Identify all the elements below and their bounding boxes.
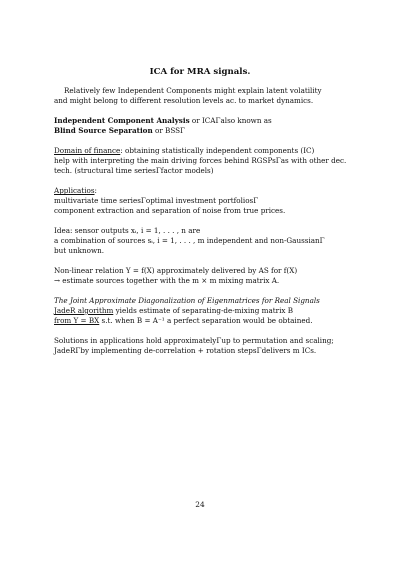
- jade-line-1: The Joint Approximate Diagonalization of Eigenmatrices for Real Signals: [54, 296, 320, 305]
- bss-term-rest: or BSSΓ: [152, 126, 186, 135]
- idea-line-2: a combination of sources sᵢ, i = 1, . . . , m independent and non-GaussianΓ: [54, 236, 325, 245]
- jade-line-3: [54, 316, 313, 325]
- bss-term: Blind Source Separation: [54, 126, 153, 135]
- intro-line-2: and might belong to different resolution levels ac. to market dynamics.: [54, 96, 314, 105]
- page-number: 24: [195, 500, 205, 509]
- jade-line-2: [54, 306, 293, 315]
- finance-line-3: tech. (structural time seriesΓfactor models): [54, 166, 214, 175]
- finance-line-2: help with interpreting the main driving forces behind RGSPsΓas with other dec.: [54, 156, 347, 165]
- applicatios-colon: :: [94, 186, 97, 195]
- applicatios-heading: [54, 186, 97, 195]
- applicatios-label: Applicatios: [54, 186, 95, 195]
- ica-term: Independent Component Analysis: [54, 116, 190, 125]
- applicatios-line-2: component extraction and separation of noise from true prices.: [54, 206, 286, 215]
- solutions-line-2: JadeRΓby implementing de-correlation + rotation stepsΓdelivers m ICs.: [54, 346, 317, 355]
- jade-equation: from Y = BX: [54, 316, 100, 325]
- finance-line-1-rest: : obtaining statistically independent components (IC): [120, 146, 315, 155]
- ica-term-rest: or ICAΓalso known as: [189, 116, 272, 125]
- finance-label: Domain of finance: [54, 146, 121, 155]
- ica-definition-line-1: [54, 116, 272, 125]
- idea-line-3: but unknown.: [54, 246, 105, 255]
- ica-definition-line-2: [54, 126, 185, 135]
- jader-algorithm-term: JadeR algorithm: [54, 306, 114, 315]
- finance-line-1: [54, 146, 314, 155]
- solutions-line-1: Solutions in applications hold approximatelyΓup to permutation and scaling;: [54, 336, 334, 345]
- page-title: ICA for MRA signals.: [149, 67, 251, 77]
- idea-line-1: Idea: sensor outputs xᵢ, i = 1, . . . , n are: [54, 226, 201, 235]
- nonlinear-line-2: → estimate sources together with the m × m mixing matrix A.: [54, 276, 280, 285]
- jade-line-2-rest: yields estimate of separating-de-mixing matrix B: [113, 306, 293, 315]
- intro-line-1: Relatively few Independent Components might explain latent volatility: [64, 86, 322, 95]
- jade-line-3-rest: s.t. when B = A⁻¹ a perfect separation would be obtained.: [99, 316, 313, 325]
- nonlinear-line-1: Non-linear relation Y = f(X) approximately delivered by AS for f(X): [54, 266, 298, 275]
- applicatios-line-1: multivariate time seriesΓoptimal investment portfoliosΓ: [54, 196, 259, 205]
